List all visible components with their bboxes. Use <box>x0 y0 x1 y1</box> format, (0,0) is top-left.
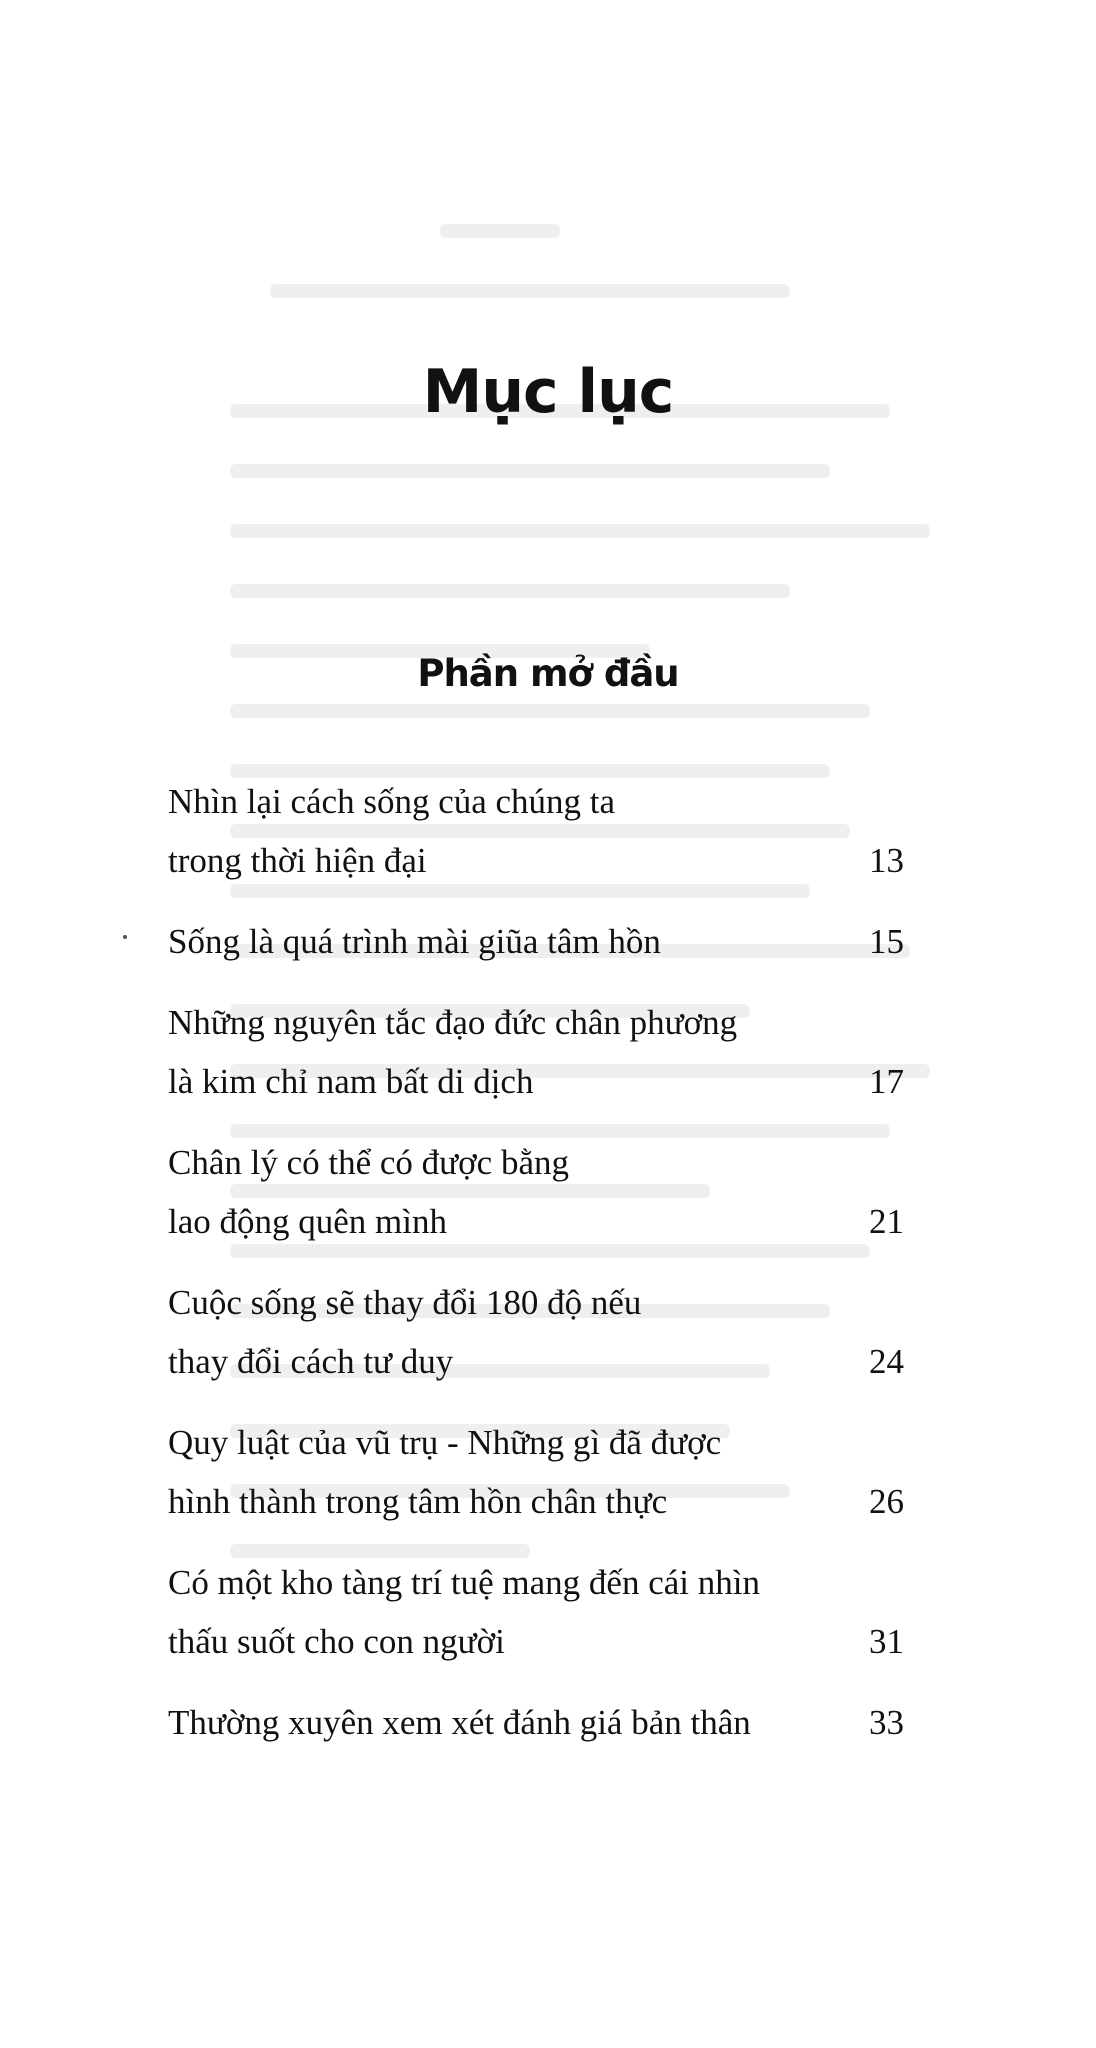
toc-entry-title: Có một kho tàng trí tuệ mang đến cái nhìn thấu suốt cho con người <box>168 1563 760 1661</box>
toc-entry-page: 33 <box>869 1703 904 1742</box>
toc-entry[interactable] <box>168 993 904 1111</box>
toc-entry-title: Nhìn lại cách sống của chúng ta trong thời hiện đại <box>168 782 616 880</box>
toc-entry[interactable] <box>168 1273 904 1391</box>
toc-entry-page: 24 <box>869 1342 904 1381</box>
toc-entry[interactable] <box>168 1693 904 1752</box>
speck-mark <box>123 935 127 939</box>
toc-entry-page: 13 <box>869 841 904 880</box>
toc-entry[interactable] <box>168 772 904 890</box>
toc-entry-title: Chân lý có thể có được bằng lao động quên mình <box>168 1143 569 1241</box>
toc-entry[interactable] <box>168 1413 904 1531</box>
toc-entry-title: Những nguyên tắc đạo đức chân phương là kim chỉ nam bất di dịch <box>168 1003 738 1101</box>
toc-entry-title: Quy luật của vũ trụ - Những gì đã được hình thành trong tâm hồn chân thực <box>168 1423 722 1521</box>
toc-entry-page: 21 <box>869 1202 904 1241</box>
toc-entry-page: 26 <box>869 1482 904 1521</box>
section-title: Phần mở đầu <box>417 652 679 695</box>
toc-entry-page: 15 <box>869 922 904 961</box>
toc-entry[interactable] <box>168 912 904 971</box>
page-title: Mục lục <box>422 357 674 427</box>
toc-entry-title: Cuộc sống sẽ thay đổi 180 độ nếu thay đổi cách tư duy <box>168 1283 642 1381</box>
toc-entry[interactable] <box>168 1553 904 1671</box>
toc-entry-title: Sống là quá trình mài giũa tâm hồn <box>168 922 661 961</box>
toc-entry-page: 17 <box>869 1062 904 1101</box>
toc-entry-page: 31 <box>869 1622 904 1661</box>
toc-entry-title: Thường xuyên xem xét đánh giá bản thân <box>168 1703 751 1742</box>
toc-entry[interactable] <box>168 1133 904 1251</box>
table-of-contents <box>168 772 904 1774</box>
